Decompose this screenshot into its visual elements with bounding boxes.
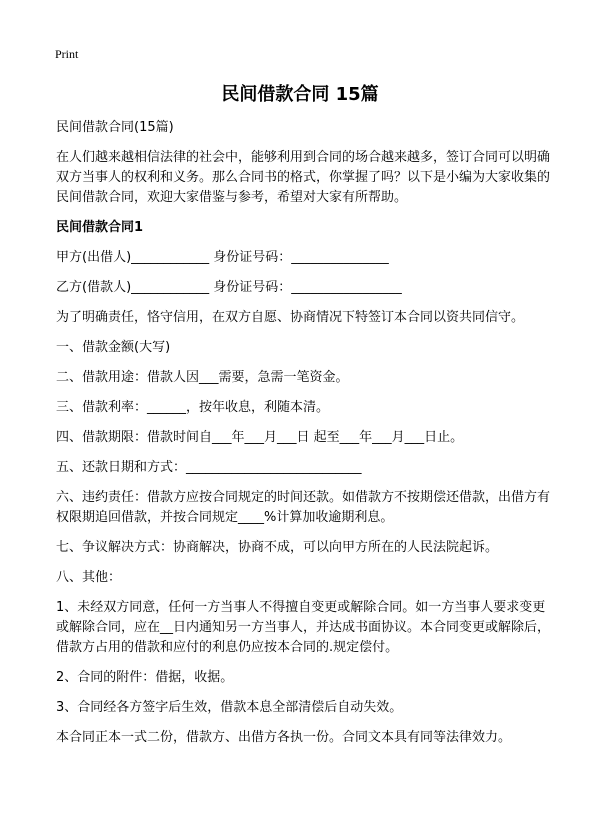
document-subtitle: 民间借款合同(15篇) [56,120,174,135]
other-item-2: 2、合同的附件：借据，收据。 [56,670,234,685]
party-a-line: 甲方(出借人)____________ 身份证号码：_______________ [56,250,389,265]
other-item-3: 3、合同经各方签字后生效，借款本息全部清偿后自动失效。 [56,700,403,715]
clause-interest: 三、借款利率：______，按年收息，利随本清。 [56,400,330,415]
closing-paragraph: 本合同正本一式二份，借款方、出借方各执一份。合同文本具有同等法律效力。 [56,730,512,745]
party-b-line: 乙方(借款人)____________ 身份证号码：_________________ [56,280,402,295]
preamble-paragraph: 为了明确责任，恪守信用，在双方自愿、协商情况下特签订本合同以资共同信守。 [56,310,525,325]
clause-amount: 一、借款金额(大写) [56,340,171,355]
clause-liability: 六、违约责任：借款方应按合同规定的时间还款。如借款方不按期偿还借款，出借方有权限期追回借款，并按合同规定____%计算加收逾期利息。 [56,490,551,525]
clause-dispute: 七、争议解决方式：协商解决，协商不成，可以向甲方所在的人民法院起诉。 [56,540,499,555]
document-body [56,118,556,748]
clause-repayment: 五、还款日期和方式：___________________________ [56,460,362,475]
document-title: 民间借款合同 15篇 [221,84,379,105]
print-link[interactable]: Print [55,47,79,61]
section-heading: 民间借款合同1 [56,220,144,235]
intro-paragraph: 在人们越来越相信法律的社会中，能够利用到合同的场合越来越多，签订合同可以明确双方当事人的权利和义务。那么合同书的格式，你掌握了吗？以下是小编为大家收集的民间借款合同，欢迎大家借鉴与参考，希望对大家有所帮助。 [56,150,551,205]
other-item-1: 1、未经双方同意，任何一方当事人不得擅自变更或解除合同。如一方当事人要求变更或解除合同，应在__日内通知另一方当事人，并达成书面协议。本合同变更或解除后，借款方占用的借款和应付的利息仍应按本合同的.规定偿付。 [56,600,551,655]
clause-other: 八、其他： [56,570,122,585]
clause-purpose: 二、借款用途：借款人因___需要，急需一笔资金。 [56,370,349,385]
clause-term: 四、借款期限：借款时间自___年___月___日 起至___年___月___日止。 [56,430,464,445]
